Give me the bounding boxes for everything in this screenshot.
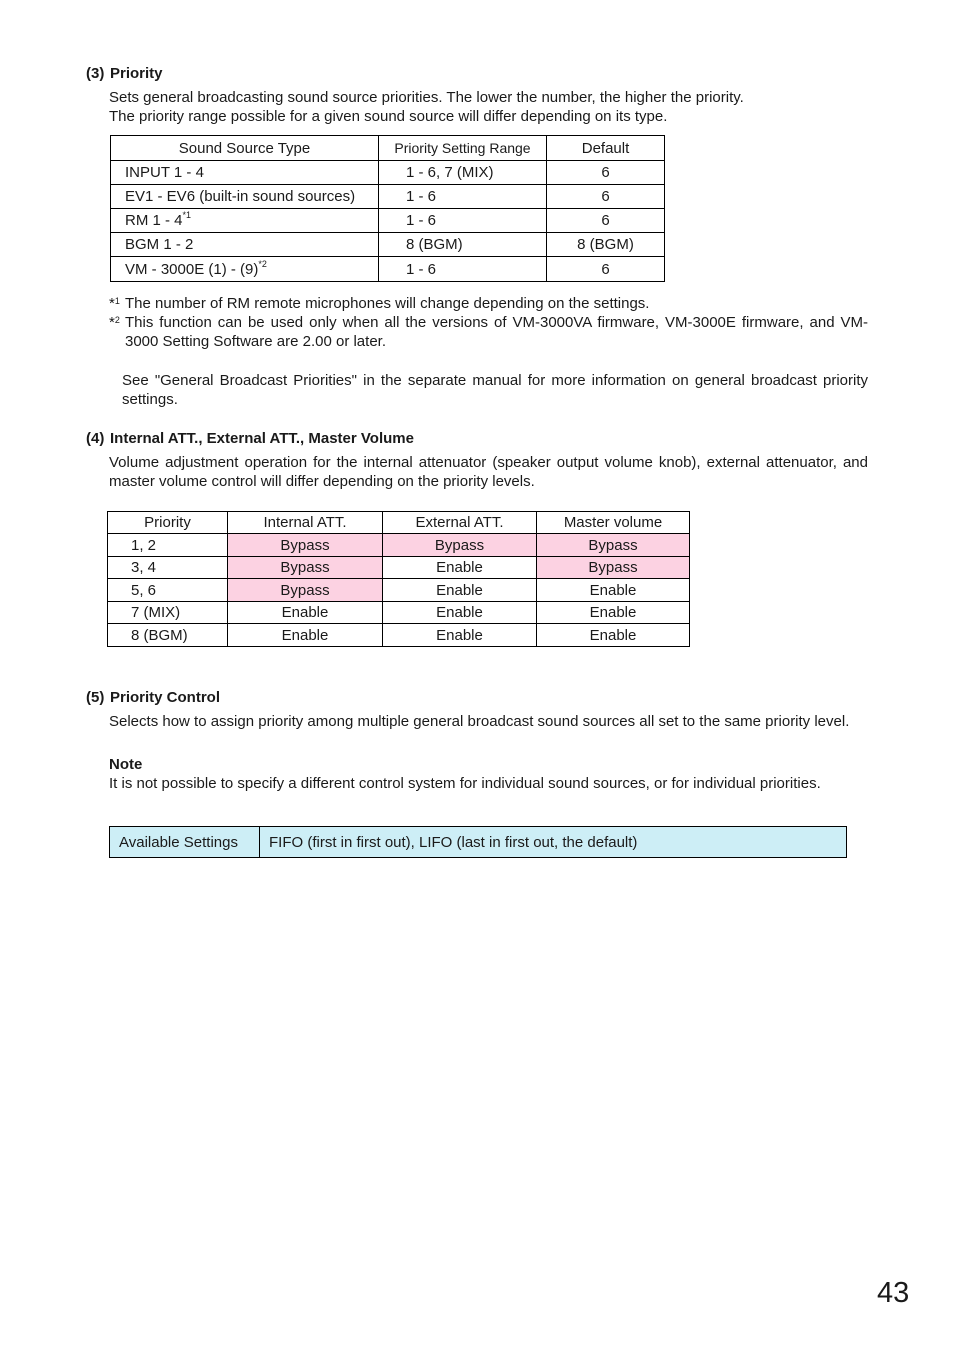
footnote-2 xyxy=(109,313,868,351)
range-cell: 8 (BGM) xyxy=(379,233,547,257)
external-att-cell: Enable xyxy=(383,624,537,647)
volume-header-master: Master volume xyxy=(537,512,690,534)
priority-table-header-row xyxy=(111,136,665,161)
available-settings-row xyxy=(110,827,847,858)
external-att-cell: Bypass xyxy=(383,534,537,557)
volume-header-external: External ATT. xyxy=(383,512,537,534)
footnote-1-mark: *$^1$ xyxy=(109,295,120,312)
footnote-2-mark: *$^2$ xyxy=(109,314,120,331)
priority-header-default: Default xyxy=(547,136,665,161)
default-cell: 8 (BGM) xyxy=(547,233,665,257)
internal-att-cell: Bypass xyxy=(228,557,383,579)
default-cell: 6 xyxy=(547,161,665,185)
table-row xyxy=(108,602,690,624)
volume-table xyxy=(107,511,690,647)
master-volume-cell: Bypass xyxy=(537,534,690,557)
section-3-heading xyxy=(86,65,163,82)
volume-description: Volume adjustment operation for the internal attenuator (speaker output volume knob), external attenuator, and master volume control will differ depending on the priority levels. xyxy=(109,454,868,490)
source-type-cell: BGM 1 - 2 xyxy=(111,233,379,257)
range-cell: 1 - 6, 7 (MIX) xyxy=(379,161,547,185)
table-row xyxy=(108,557,690,579)
table-row xyxy=(111,185,665,209)
priority-cell: 7 (MIX) xyxy=(108,602,228,624)
table-row xyxy=(111,233,665,257)
see-general-priorities-note: See "General Broadcast Priorities" in the separate manual for more information on general broadcast priority settings. xyxy=(122,372,868,408)
volume-header-priority: Priority xyxy=(108,512,228,534)
priority-header-type: Sound Source Type xyxy=(111,136,379,161)
master-volume-cell: Enable xyxy=(537,624,690,647)
priority-table xyxy=(110,135,665,282)
section-4-heading xyxy=(86,430,414,447)
default-cell: 6 xyxy=(547,185,665,209)
footnotes xyxy=(109,294,868,351)
source-type-cell: EV1 - EV6 (built-in sound sources) xyxy=(111,185,379,209)
section-5-number: (5) xyxy=(86,689,105,706)
range-cell: 1 - 6 xyxy=(379,209,547,233)
footnote-ref-2: *2 xyxy=(258,258,267,269)
available-settings-table xyxy=(109,826,847,858)
source-type-cell: VM - 3000E $(1) - (9)^{*2}$ xyxy=(111,257,379,282)
external-att-cell: Enable xyxy=(383,602,537,624)
source-type-cell: INPUT 1 - 4 xyxy=(111,161,379,185)
default-cell: 6 xyxy=(547,209,665,233)
internal-att-cell: Enable xyxy=(228,602,383,624)
table-row xyxy=(108,624,690,647)
table-row xyxy=(108,534,690,557)
section-3-title: Priority xyxy=(110,65,163,82)
internal-att-cell: Bypass xyxy=(228,579,383,602)
table-row xyxy=(111,209,665,233)
range-cell: 1 - 6 xyxy=(379,257,547,282)
priority-cell: 8 (BGM) xyxy=(108,624,228,647)
footnote-2-text: This function can be used only when all the versions of VM-3000VA firmware, VM-3000E firmware, and VM-3000 Setting Software are 2.00 or later. xyxy=(125,314,868,350)
priority-intro-line-2: The priority range possible for a given sound source will differ depending on its type. xyxy=(109,108,668,125)
priority-cell: 3, 4 xyxy=(108,557,228,579)
note-text: It is not possible to specify a different control system for individual sound sources, or for individual priorities. xyxy=(109,775,821,792)
table-row xyxy=(108,579,690,602)
section-4-number: (4) xyxy=(86,430,105,447)
master-volume-cell: Enable xyxy=(537,579,690,602)
available-settings-label: Available Settings xyxy=(110,827,260,858)
internal-att-cell: Enable xyxy=(228,624,383,647)
internal-att-cell: Bypass xyxy=(228,534,383,557)
priority-header-range: Priority Setting Range xyxy=(379,136,547,161)
available-settings-value: FIFO (first in first out), LIFO (last in first out, the default) xyxy=(260,827,847,858)
section-4-title: Internal ATT., External ATT., Master Volume xyxy=(110,430,414,447)
priority-intro xyxy=(109,88,744,126)
volume-table-header-row xyxy=(108,512,690,534)
default-cell: 6 xyxy=(547,257,665,282)
range-cell: 1 - 6 xyxy=(379,185,547,209)
section-5-heading xyxy=(86,689,220,706)
priority-intro-line-1: Sets general broadcasting sound source priorities. The lower the number, the higher the priority. xyxy=(109,89,744,106)
section-5-title: Priority Control xyxy=(110,689,221,706)
external-att-cell: Enable xyxy=(383,557,537,579)
master-volume-cell: Enable xyxy=(537,602,690,624)
volume-header-internal: Internal ATT. xyxy=(228,512,383,534)
priority-cell: 5, 6 xyxy=(108,579,228,602)
page-number: 43 xyxy=(877,1277,910,1309)
section-3-number: (3) xyxy=(86,65,105,82)
footnote-1 xyxy=(109,294,868,313)
master-volume-cell: Bypass xyxy=(537,557,690,579)
priority-cell: 1, 2 xyxy=(108,534,228,557)
table-row xyxy=(111,161,665,185)
footnote-ref-1: *1 xyxy=(182,210,192,220)
table-row xyxy=(111,257,665,282)
footnote-1-text: The number of RM remote microphones will change depending on the settings. xyxy=(125,295,650,312)
external-att-cell: Enable xyxy=(383,579,537,602)
source-type-cell: RM 1 - 4$^{*1}$ xyxy=(111,209,379,233)
priority-control-description: Selects how to assign priority among multiple general broadcast sound sources all set to the same priority level. xyxy=(109,713,850,730)
note-label: Note xyxy=(109,756,143,773)
